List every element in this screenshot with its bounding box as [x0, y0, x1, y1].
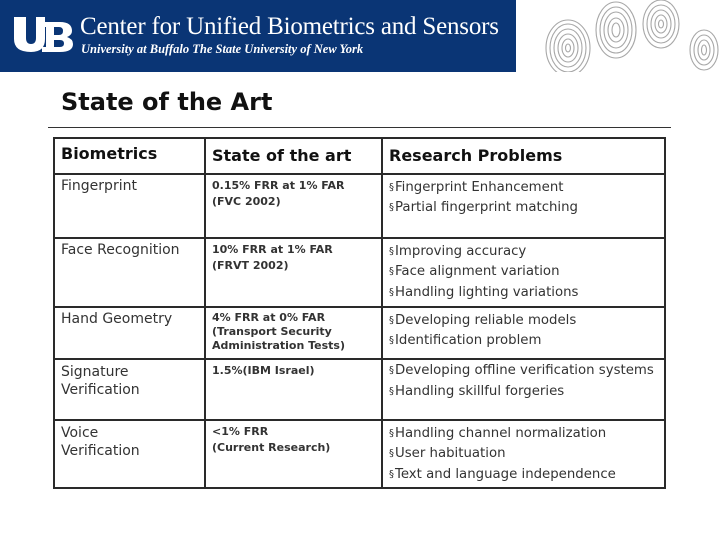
state-line: (Transport Security	[212, 324, 332, 338]
biometric-cell: Hand Geometry	[54, 307, 205, 359]
column-header: State of the art	[205, 138, 382, 174]
state-line: Administration Tests)	[212, 339, 346, 353]
problem-item: § User habituation	[389, 444, 658, 465]
biometric-line: Voice	[61, 424, 99, 441]
problem-item: § Partial fingerprint matching	[389, 198, 658, 219]
state-line: (FRVT 2002)	[212, 258, 289, 272]
table-row	[54, 359, 665, 420]
header	[0, 0, 720, 72]
problem-item: § Developing reliable models	[389, 311, 658, 332]
biometric-cell: Face Recognition	[54, 238, 205, 307]
biometric-cell	[54, 359, 205, 420]
state-line: (FVC 2002)	[212, 194, 281, 208]
problems-cell	[382, 359, 665, 420]
state-cell	[205, 307, 382, 359]
table-row	[54, 307, 665, 359]
state-cell	[205, 420, 382, 489]
state-cell	[205, 174, 382, 238]
header-band	[0, 0, 516, 72]
problem-item: § Fingerprint Enhancement	[389, 178, 658, 199]
state-line: 4% FRR at 0% FAR	[212, 310, 326, 324]
state-line: (Current Research)	[212, 440, 331, 454]
state-line: 10% FRR at 1% FAR	[212, 242, 333, 256]
table-row	[54, 238, 665, 307]
problems-cell	[382, 174, 665, 238]
column-header: Research Problems	[382, 138, 665, 174]
state-of-the-art-table	[53, 137, 666, 489]
slide-title: State of the Art	[61, 88, 273, 116]
state-line: 1.5%(IBM Israel)	[212, 363, 315, 377]
fingerprint-icon	[516, 0, 720, 72]
problems-cell	[382, 238, 665, 307]
problems-cell	[382, 307, 665, 359]
problem-item: § Handling channel normalization	[389, 424, 658, 445]
biometric-cell: Fingerprint	[54, 174, 205, 238]
column-header: Biometrics	[54, 138, 205, 174]
problem-item: § Improving accuracy	[389, 242, 658, 263]
title-divider	[48, 127, 671, 128]
problem-item: § Identification problem	[389, 331, 658, 352]
problem-item: § Face alignment variation	[389, 262, 658, 283]
ub-logo-icon	[12, 14, 74, 54]
problem-item: § Handling lighting variations	[389, 283, 658, 304]
state-line: <1% FRR	[212, 424, 269, 438]
state-cell	[205, 359, 382, 420]
table-header-row	[54, 138, 665, 174]
university-line: University at Buffalo The State University of New York	[81, 42, 364, 56]
table-row	[54, 420, 665, 489]
biometric-line: Verification	[61, 442, 140, 459]
problem-item: § Handling skillful forgeries	[389, 382, 658, 403]
problem-item: § Developing offline verification systems	[389, 363, 658, 380]
state-cell	[205, 238, 382, 307]
table-row	[54, 174, 665, 238]
problems-cell	[382, 420, 665, 489]
state-line: 0.15% FRR at 1% FAR	[212, 178, 345, 192]
problem-item: § Text and language independence	[389, 465, 658, 486]
biometric-cell	[54, 420, 205, 489]
biometric-line: Verification	[61, 381, 140, 398]
org-title: Center for Unified Biometrics and Sensors	[80, 13, 499, 40]
biometric-line: Signature	[61, 363, 129, 380]
